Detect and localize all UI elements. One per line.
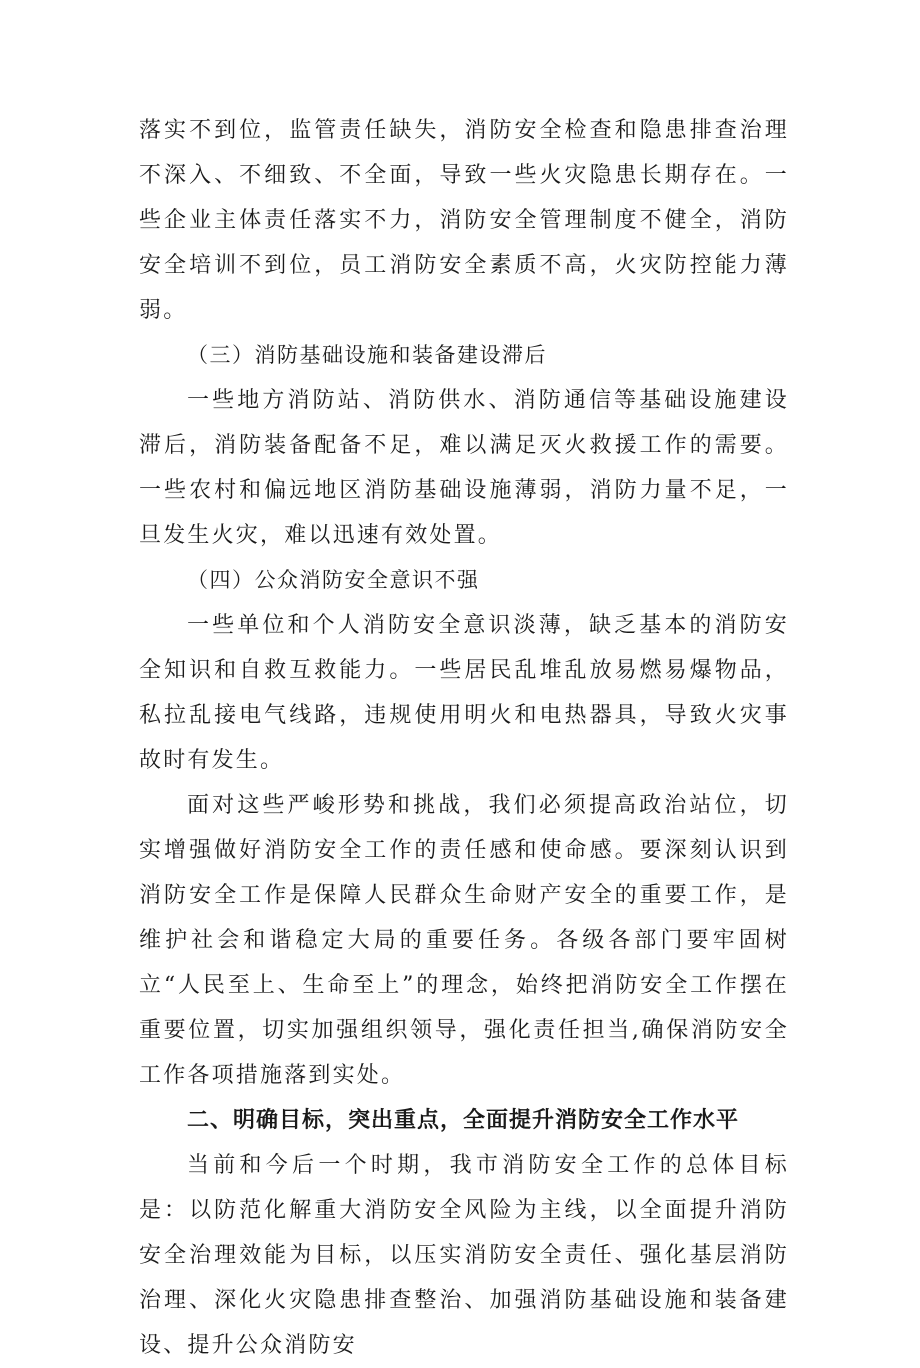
section-subheading-4: （四）公众消防安全意识不强: [187, 568, 480, 592]
section-heading-2: 二、明确目标，突出重点，全面提升消防安全工作水平: [187, 1108, 740, 1133]
paragraph: 一些地方消防站、消防供水、消防通信等基础设施建设滞后，消防装备配备不足，难以满足灭火救援工作的需要。一些农村和偏远地区消防基础设施薄弱，消防力量不足，一旦发生火灾，难以迅速有效处置。: [139, 388, 789, 548]
document-body: [139, 108, 789, 1368]
paragraph: 当前和今后一个时期，我市消防安全工作的总体目标是：以防范化解重大消防安全风险为主线，以全面提升消防安全治理效能为目标，以压实消防安全责任、强化基层消防治理、深化火灾隐患排查整治、加强消防基础设施和装备建设、提升公众消防安: [139, 1153, 789, 1358]
paragraph-continued: 落实不到位，监管责任缺失，消防安全检查和隐患排查治理不深入、不细致、不全面，导致一些火灾隐患长期存在。一些企业主体责任落实不力，消防安全管理制度不健全，消防安全培训不到位，员工消防安全素质不高，火灾防控能力薄弱。: [139, 118, 789, 323]
paragraph: 面对这些严峻形势和挑战，我们必须提高政治站位，切实增强做好消防安全工作的责任感和使命感。要深刻认识到消防安全工作是保障人民群众生命财产安全的重要工作，是维护社会和谐稳定大局的重要任务。各级各部门要牢固树立“人民至上、生命至上”的理念，始终把消防安全工作摆在重要位置，切实加强组织领导，强化责任担当,确保消防安全工作各项措施落到实处。: [139, 793, 789, 1088]
section-subheading-3: （三）消防基础设施和装备建设滞后: [187, 343, 547, 367]
paragraph: 一些单位和个人消防安全意识淡薄，缺乏基本的消防安全知识和自救互救能力。一些居民乱堆乱放易燃易爆物品，私拉乱接电气线路，违规使用明火和电热器具，导致火灾事故时有发生。: [139, 613, 789, 773]
